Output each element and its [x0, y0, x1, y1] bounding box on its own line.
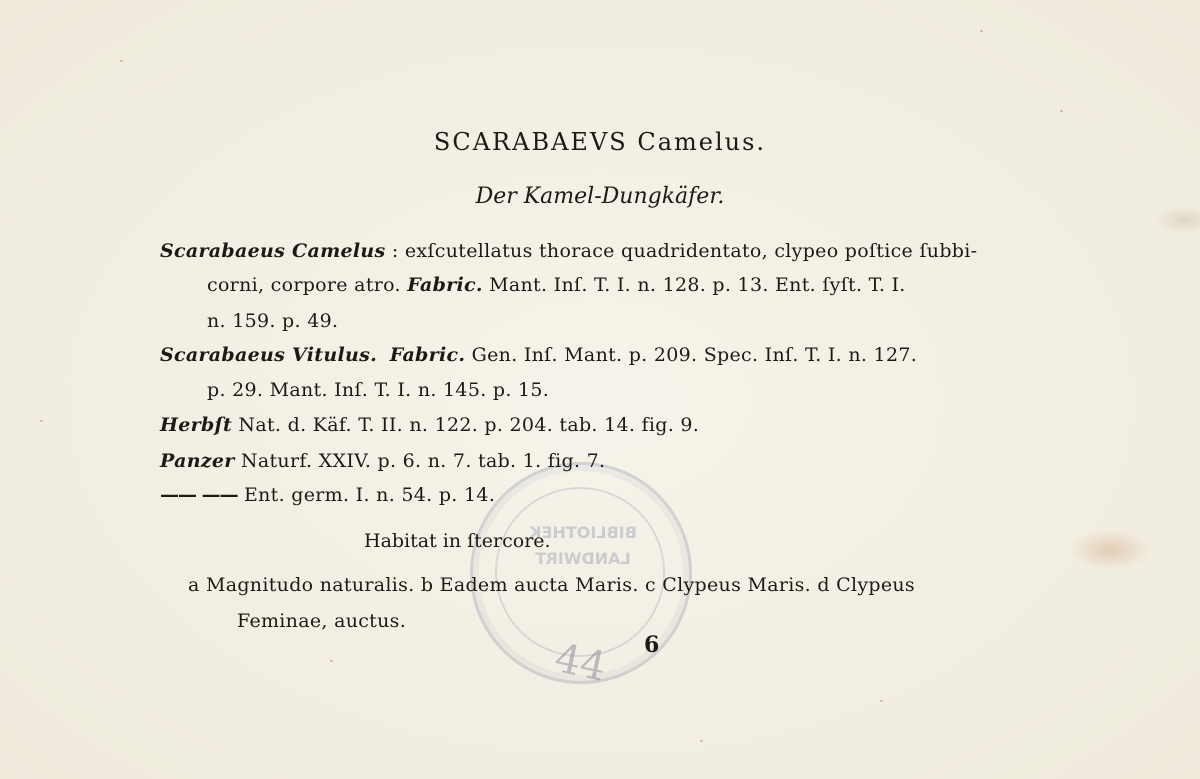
figure-legend-line-1: a Magnitudo naturalis. b Eadem aucta Maris. c Clypeus Maris. d Clypeus	[188, 574, 915, 596]
entry-line-8: —— —— Ent. germ. I. n. 54. p. 14.	[160, 484, 496, 506]
entry-line-4: Scarabaeus Vitulus. Fabric. Gen. Inſ. Mant. p. 209. Spec. Inſ. T. I. n. 127.	[160, 344, 918, 366]
author-name: Fabric.	[389, 344, 466, 366]
paper-speck	[980, 30, 983, 32]
figure-legend-line-2: Feminae, auctus.	[237, 610, 407, 632]
paper-speck	[1060, 110, 1063, 112]
page-number: 6	[644, 632, 660, 658]
species-name: Scarabaeus Camelus	[160, 240, 386, 262]
stamp-text-line2: LANDWIRT	[535, 549, 631, 568]
paper-speck	[120, 60, 123, 62]
stamp-text-line1: BIBLIOTHEK	[529, 523, 637, 542]
entry-line-5: p. 29. Mant. Inſ. T. I. n. 145. p. 15.	[207, 379, 550, 401]
habitat-text: Habitat in ſtercore.	[364, 530, 551, 552]
paper-speck	[880, 700, 883, 702]
page-subtitle: Der Kamel-Dungkäfer.	[475, 184, 725, 209]
entry-line-3: n. 159. p. 49.	[207, 310, 339, 332]
entry-line-2: corni, corpore atro. Fabric. Mant. Inſ. T. I. n. 128. p. 13. Ent. ſyſt. T. I.	[207, 274, 906, 296]
entry-line-7: Panzer Naturf. XXIV. p. 6. n. 7. tab. 1. fig. 7.	[160, 450, 606, 472]
paper-speck	[330, 660, 333, 662]
handwritten-number: 44	[550, 635, 611, 691]
paper-speck	[40, 420, 43, 422]
author-name: Herbſt	[160, 414, 233, 436]
page-title: SCARABAEVS Camelus.	[433, 128, 767, 156]
author-name: Panzer	[160, 450, 235, 472]
author-name: Fabric.	[407, 274, 483, 296]
ditto-dashes: —— ——	[160, 484, 238, 506]
entry-line-6: Herbſt Nat. d. Käf. T. II. n. 122. p. 204. tab. 14. fig. 9.	[160, 414, 700, 436]
paper-speck	[700, 740, 703, 742]
species-name: Scarabaeus Vitulus.	[160, 344, 377, 366]
entry-line-1: Scarabaeus Camelus : exſcutellatus thorace quadridentato, clypeo poſtice ſubbi-	[160, 240, 978, 262]
